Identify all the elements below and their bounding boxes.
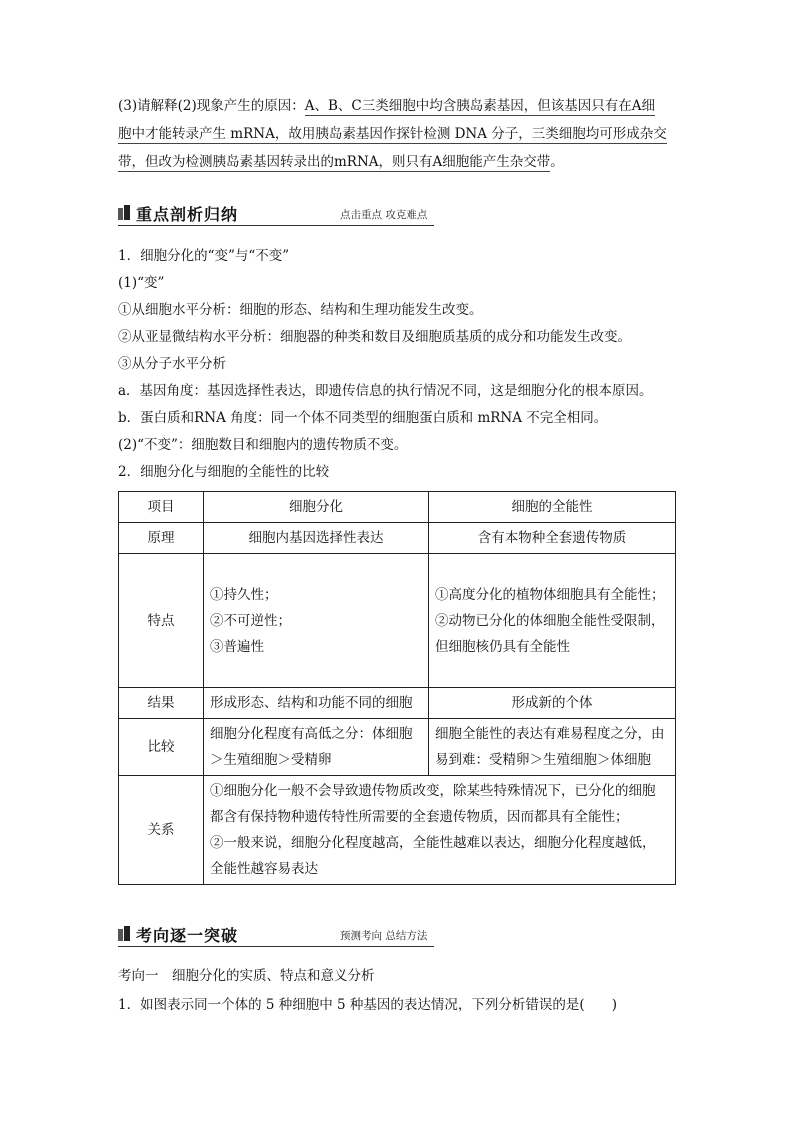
cell-line: ＞生殖细胞＞受精卵 <box>210 752 332 768</box>
table-row <box>119 523 676 554</box>
table-row <box>119 554 676 688</box>
table-row-label: 特点 <box>119 554 204 688</box>
cell-line: ①持久性； <box>210 586 278 603</box>
paragraph: ③从分子水平分析 <box>118 356 226 372</box>
section-subtitle: 点击重点 攻克难点 <box>340 209 428 221</box>
cell-line: 都含有保持物种遗传特性所需要的全套遗传物质，因而都具有全能性； <box>210 809 629 825</box>
question-1: 1．如图表示同一个体的 5 种细胞中 5 种基因的表达情况，下列分析错误的是( ) <box>118 997 617 1013</box>
cell-line: 全能性越容易表达 <box>210 861 318 877</box>
paragraph: a．基因角度：基因选择性表达，即遗传信息的执行情况不同，这是细胞分化的根本原因。 <box>118 383 653 399</box>
table-header-cell: 细胞的全能性 <box>429 492 676 523</box>
section-rule <box>118 946 434 947</box>
section-marker-icon <box>118 926 132 941</box>
section-subtitle: 预测考向 总结方法 <box>340 930 428 942</box>
table-row <box>119 688 676 719</box>
table-cell <box>204 776 676 885</box>
intro-question-label: (3)请解释(2)现象产生的原因： <box>118 98 305 114</box>
table-row <box>119 776 676 885</box>
table-cell <box>429 554 676 688</box>
section-title: 考向逐一突破 <box>136 926 239 945</box>
table-cell: 形成新的个体 <box>429 688 676 719</box>
table-header-cell: 项目 <box>119 492 204 523</box>
intro-line-2 <box>118 124 667 144</box>
cell-line: 细胞分化程度有高低之分：体细胞 <box>210 726 413 742</box>
paragraph: (2)“不变”：细胞数目和细胞内的遗传物质不变。 <box>118 437 408 453</box>
table-row-label: 原理 <box>119 523 204 554</box>
table-cell: 形成形态、结构和功能不同的细胞 <box>204 688 429 719</box>
section-rule <box>118 225 434 226</box>
table-header-cell: 细胞分化 <box>204 492 429 523</box>
subsection-heading: 考向一 细胞分化的实质、特点和意义分析 <box>118 968 375 984</box>
section-marker-icon <box>118 205 132 220</box>
table-row <box>119 719 676 776</box>
cell-line: ②不可逆性； <box>210 612 291 629</box>
section-header-exam-directions <box>118 921 434 947</box>
table-row-label: 结果 <box>119 688 204 719</box>
table-cell <box>429 719 676 776</box>
table-cell: 含有本物种全套遗传物质 <box>429 523 676 554</box>
cell-line: ①高度分化的植物体细胞具有全能性； <box>435 586 665 603</box>
cell-line: 但细胞核仍具有全能性 <box>435 638 570 655</box>
cell-line: ①细胞分化一般不会导致遗传物质改变，除某些特殊情况下，已分化的细胞 <box>210 783 656 799</box>
table-row-label: 关系 <box>119 776 204 885</box>
intro-answer-underlined: 带，但改为检测胰岛素基因转录出的mRNA，则只有A细胞能产生杂交带 <box>118 154 551 170</box>
cell-line: ②动物已分化的体细胞全能性受限制， <box>435 612 665 629</box>
heading-1: 1．细胞分化的“变”与“不变” <box>118 248 290 264</box>
table-cell <box>204 554 429 688</box>
cell-line: ②一般来说，细胞分化程度越高，全能性越难以表达，细胞分化程度越低， <box>210 835 656 851</box>
section-header-key-analysis <box>118 200 434 226</box>
section-title: 重点剖析归纳 <box>136 205 239 224</box>
heading-2: 2．细胞分化与细胞的全能性的比较 <box>118 464 330 480</box>
intro-answer-underlined: 胞中才能转录产生 mRNA，故用胰岛素基因作探针检测 DNA 分子，三类细胞均可形成杂交 <box>118 126 667 142</box>
table-cell <box>204 719 429 776</box>
cell-line: 细胞全能性的表达有难易程度之分，由 <box>435 726 665 742</box>
intro-answer-underlined: A、B、C三类细胞中均含胰岛素基因，但该基因只有在A细 <box>304 98 655 114</box>
intro-line-3 <box>118 152 564 172</box>
paragraph: b．蛋白质和RNA 角度：同一个体不同类型的细胞蛋白质和 mRNA 不完全相同。 <box>118 410 608 426</box>
paragraph: ②从亚显微结构水平分析：细胞器的种类和数目及细胞质基质的成分和功能发生改变。 <box>118 329 631 345</box>
intro-period: 。 <box>550 154 564 170</box>
paragraph: (1)“变” <box>118 275 165 291</box>
cell-line: 易到难：受精卵＞生殖细胞＞体细胞 <box>435 752 651 768</box>
cell-line: ③普遍性 <box>210 638 264 655</box>
intro-line-1 <box>118 96 655 116</box>
table-cell: 细胞内基因选择性表达 <box>204 523 429 554</box>
comparison-table <box>118 491 676 885</box>
paragraph: ①从细胞水平分析：细胞的形态、结构和生理功能发生改变。 <box>118 302 483 318</box>
table-header-row <box>119 492 676 523</box>
table-row-label: 比较 <box>119 719 204 776</box>
